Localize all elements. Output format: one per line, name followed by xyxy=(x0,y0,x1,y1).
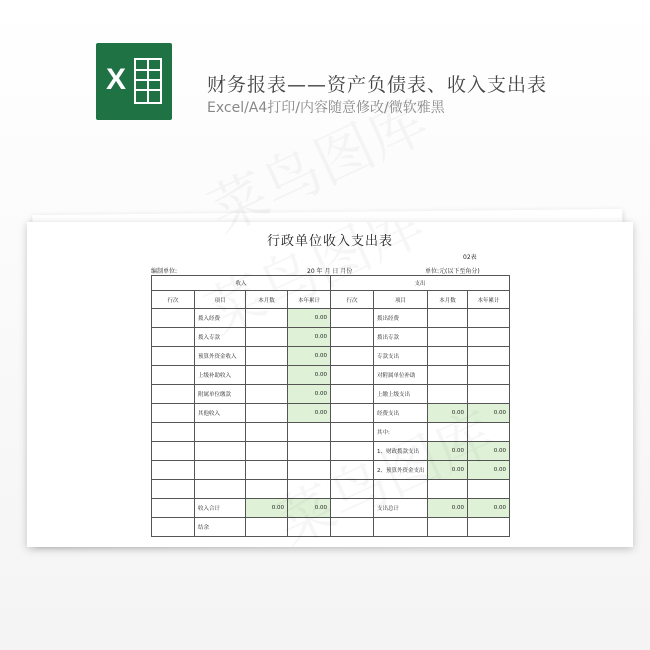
org-label: 编制单位: xyxy=(151,268,178,275)
table-cell: 经费支出 xyxy=(374,404,428,423)
income-expense-table xyxy=(151,275,510,537)
table-cell xyxy=(246,461,288,480)
table-cell: 上级补助收入 xyxy=(195,366,246,385)
table-cell xyxy=(468,385,510,404)
section-header-row xyxy=(152,276,510,291)
column-header: 本月数 xyxy=(246,291,288,309)
table-cell: 0.00 xyxy=(468,461,510,480)
table-cell xyxy=(468,366,510,385)
table-cell xyxy=(152,309,195,328)
table-cell xyxy=(331,347,374,366)
column-header: 项目 xyxy=(195,291,246,309)
table-cell xyxy=(152,518,195,537)
table-cell xyxy=(428,309,468,328)
table-cell xyxy=(288,461,331,480)
table-cell: 拨出经费 xyxy=(374,309,428,328)
table-cell xyxy=(246,518,288,537)
table-cell: 0.00 xyxy=(288,499,331,518)
table-cell: 0.00 xyxy=(288,309,331,328)
table-cell xyxy=(246,385,288,404)
column-header: 本年累计 xyxy=(468,291,510,309)
table-cell xyxy=(428,518,468,537)
table-cell xyxy=(246,423,288,442)
table-cell xyxy=(331,499,374,518)
table-cell: 结余 xyxy=(195,518,246,537)
table-cell xyxy=(152,480,195,499)
table-cell xyxy=(152,442,195,461)
table-cell xyxy=(195,442,246,461)
table-cell xyxy=(246,347,288,366)
table-cell xyxy=(195,461,246,480)
table-cell xyxy=(331,385,374,404)
table-cell: 其他收入 xyxy=(195,404,246,423)
page-title: 财务报表——资产负债表、收入支出表 xyxy=(207,74,548,96)
table-cell: 1、财政拨款支出 xyxy=(374,442,428,461)
table-cell xyxy=(195,480,246,499)
table-cell: 0.00 xyxy=(428,442,468,461)
table-cell xyxy=(331,309,374,328)
table-cell: 0.00 xyxy=(468,499,510,518)
table-row xyxy=(152,309,510,328)
table-cell: 拨入专款 xyxy=(195,328,246,347)
table-cell xyxy=(152,385,195,404)
table-cell xyxy=(428,366,468,385)
document-title: 行政单位收入支出表 xyxy=(266,234,393,249)
column-header: 本月数 xyxy=(428,291,468,309)
table-cell xyxy=(428,423,468,442)
table-cell: 0.00 xyxy=(246,499,288,518)
table-cell xyxy=(331,461,374,480)
table-cell xyxy=(288,518,331,537)
table-cell: 0.00 xyxy=(288,385,331,404)
table-cell: 预算外资金收入 xyxy=(195,347,246,366)
table-cell xyxy=(374,480,428,499)
income-section-header: 收入 xyxy=(152,276,331,291)
table-cell: 2、预算外资金支出 xyxy=(374,461,428,480)
table-cell: 0.00 xyxy=(288,347,331,366)
table-cell xyxy=(374,518,428,537)
table-cell xyxy=(246,309,288,328)
table-cell xyxy=(428,347,468,366)
report-period: 20 年 月 日 月份 xyxy=(307,268,353,275)
table-cell xyxy=(246,404,288,423)
table-cell: 0.00 xyxy=(288,404,331,423)
table-row xyxy=(152,385,510,404)
table-cell: 上缴上级支出 xyxy=(374,385,428,404)
table-row xyxy=(152,423,510,442)
table-cell: 收入合计 xyxy=(195,499,246,518)
currency-unit: 单位:元(以下至角分) xyxy=(425,268,480,275)
excel-icon xyxy=(96,43,172,120)
column-header-row xyxy=(152,291,510,309)
table-cell xyxy=(468,423,510,442)
table-row xyxy=(152,442,510,461)
table-cell xyxy=(288,480,331,499)
table-cell xyxy=(288,442,331,461)
table-cell xyxy=(468,328,510,347)
table-cell xyxy=(468,347,510,366)
table-cell xyxy=(468,518,510,537)
table-cell: 0.00 xyxy=(288,328,331,347)
column-header: 行次 xyxy=(331,291,374,309)
table-cell xyxy=(152,461,195,480)
table-cell: 拨出专款 xyxy=(374,328,428,347)
table-row xyxy=(152,328,510,347)
table-row xyxy=(152,404,510,423)
table-cell: 0.00 xyxy=(468,442,510,461)
expense-section-header: 支出 xyxy=(331,276,510,291)
table-cell: 其中: xyxy=(374,423,428,442)
table-cell xyxy=(195,423,246,442)
table-cell: 拨入经费 xyxy=(195,309,246,328)
table-cell xyxy=(331,518,374,537)
table-row xyxy=(152,518,510,537)
table-cell: 0.00 xyxy=(428,499,468,518)
table-cell: 对附属单位补助 xyxy=(374,366,428,385)
excel-letter: X xyxy=(106,63,127,96)
table-cell: 专款支出 xyxy=(374,347,428,366)
table-cell xyxy=(152,423,195,442)
page-subtitle: Excel/A4打印/内容随意修改/微软雅黑 xyxy=(207,100,445,116)
table-cell xyxy=(152,366,195,385)
table-cell xyxy=(152,347,195,366)
table-row xyxy=(152,461,510,480)
table-cell xyxy=(152,328,195,347)
document-sheet xyxy=(27,222,633,547)
table-row xyxy=(152,499,510,518)
table-cell xyxy=(331,423,374,442)
table-cell xyxy=(152,404,195,423)
table-cell: 附属单位缴款 xyxy=(195,385,246,404)
table-cell xyxy=(331,480,374,499)
column-header: 项目 xyxy=(374,291,428,309)
table-cell xyxy=(331,366,374,385)
table-row xyxy=(152,480,510,499)
table-cell xyxy=(152,499,195,518)
table-cell: 0.00 xyxy=(288,366,331,385)
table-cell xyxy=(246,480,288,499)
table-cell xyxy=(331,442,374,461)
table-cell: 0.00 xyxy=(428,461,468,480)
table-cell xyxy=(246,442,288,461)
table-cell xyxy=(288,423,331,442)
table-row xyxy=(152,366,510,385)
table-cell xyxy=(428,385,468,404)
table-cell: 0.00 xyxy=(468,404,510,423)
table-cell xyxy=(428,480,468,499)
spreadsheet-grid-icon xyxy=(134,58,162,104)
table-row xyxy=(152,347,510,366)
table-cell xyxy=(246,328,288,347)
table-cell xyxy=(246,366,288,385)
table-cell: 支出总计 xyxy=(374,499,428,518)
table-cell xyxy=(468,309,510,328)
table-cell xyxy=(331,404,374,423)
table-cell xyxy=(331,328,374,347)
form-number: 02表 xyxy=(463,254,477,261)
table-cell: 0.00 xyxy=(428,404,468,423)
table-cell xyxy=(468,480,510,499)
table-cell xyxy=(428,328,468,347)
column-header: 行次 xyxy=(152,291,195,309)
column-header: 本年累计 xyxy=(288,291,331,309)
